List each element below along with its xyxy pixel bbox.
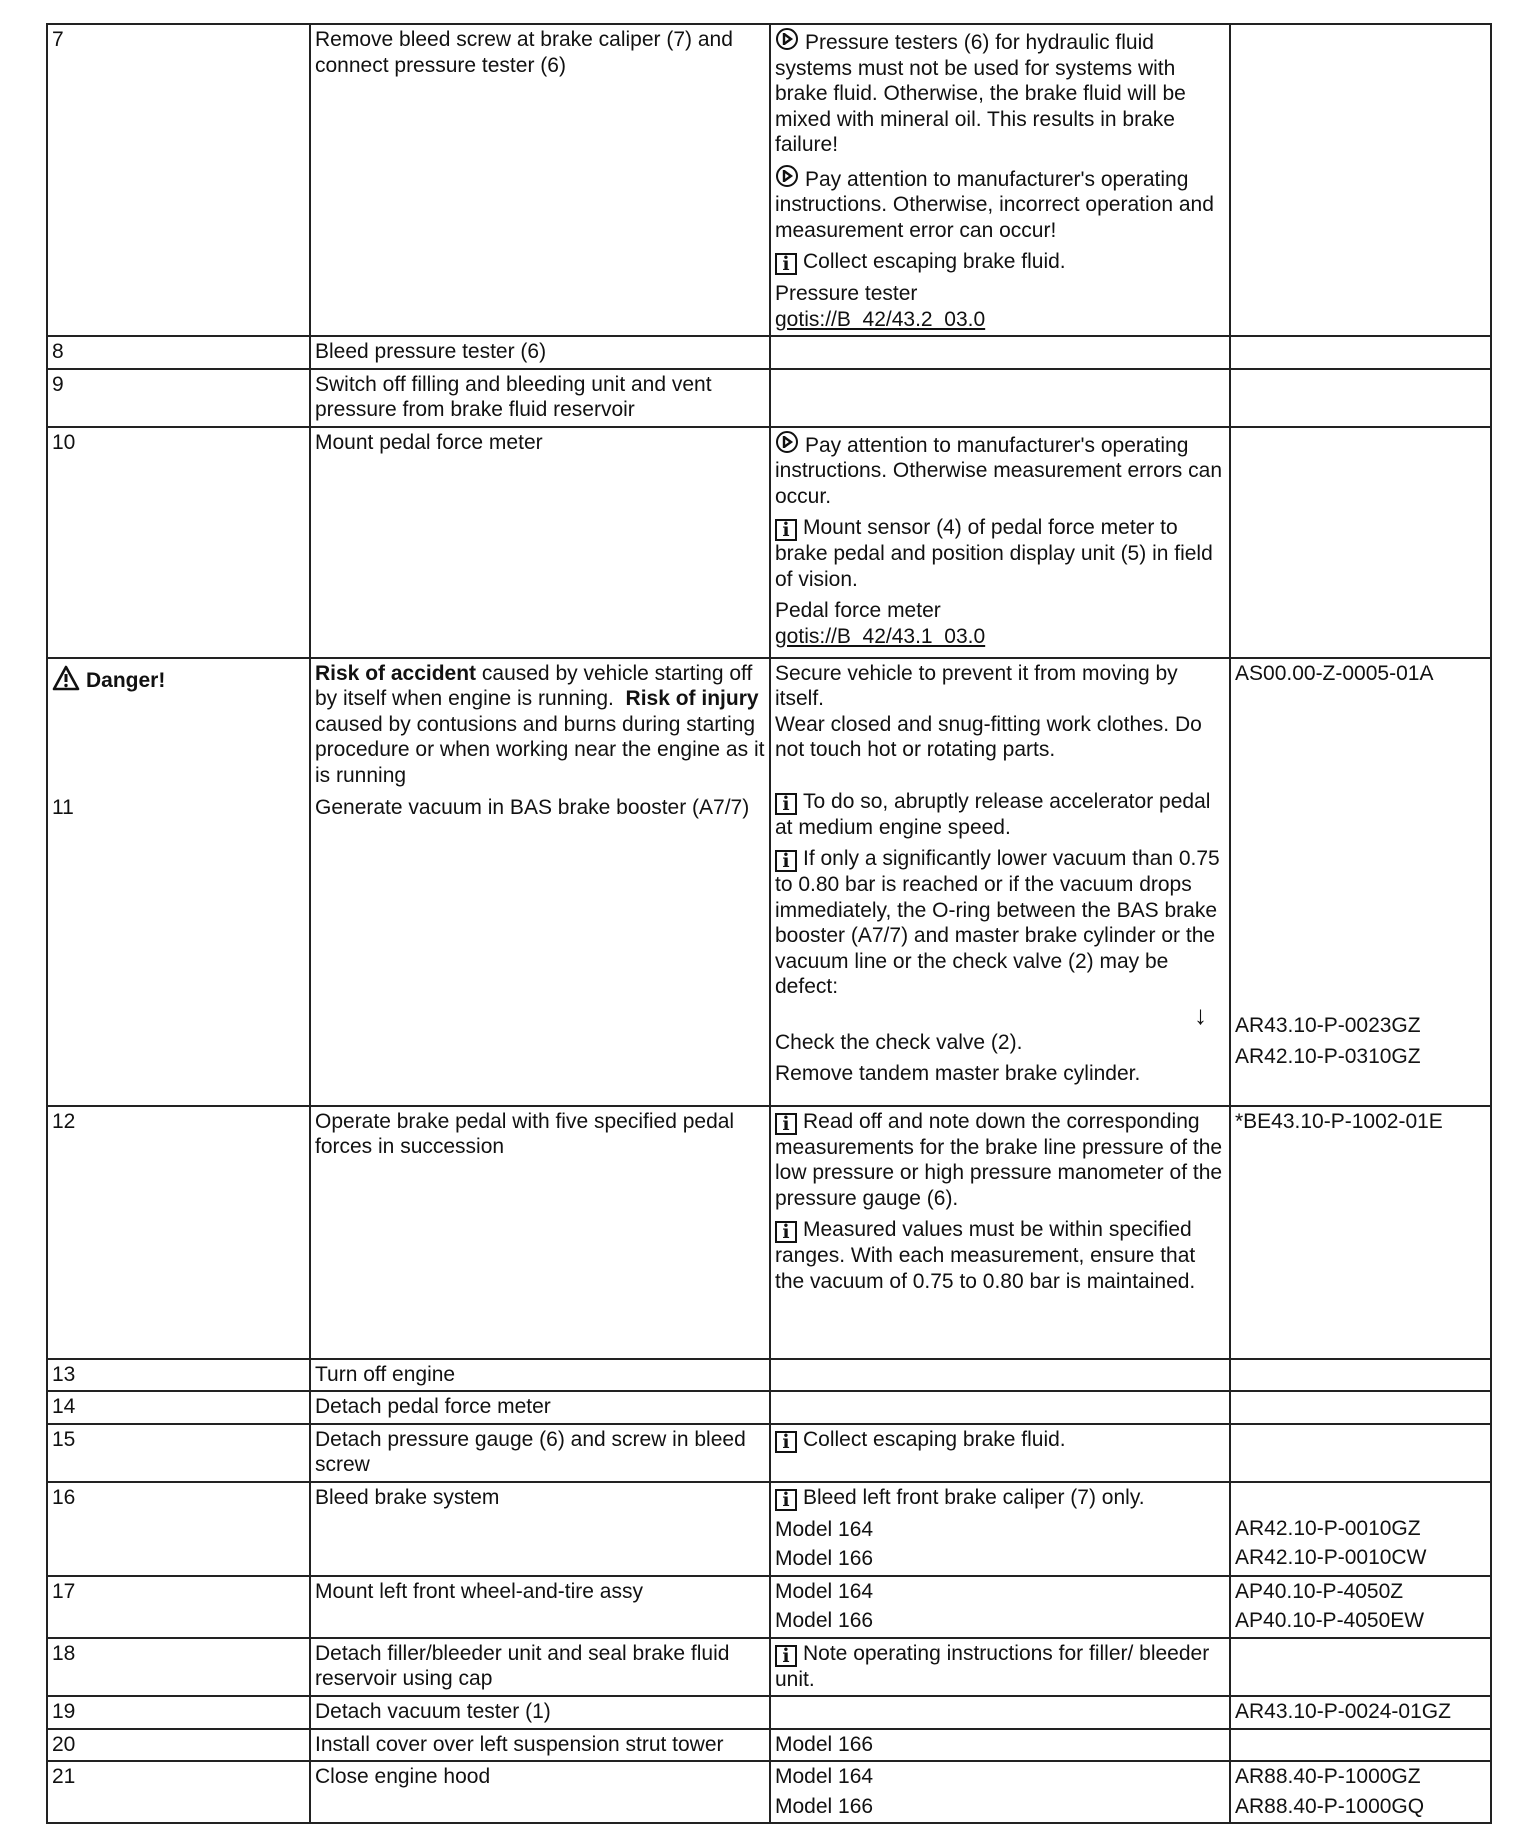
step-reference xyxy=(1230,427,1491,658)
step-number: 17 xyxy=(47,1576,310,1638)
step-reference xyxy=(1230,1761,1491,1823)
table-row xyxy=(47,1106,1491,1359)
danger-reference[interactable]: AS00.00-Z-0005-01A xyxy=(1235,661,1434,685)
reference-link[interactable]: AR43.10-P-0023GZ xyxy=(1235,1013,1421,1037)
step-action: Remove bleed screw at brake caliper (7) and connect pressure tester (6) xyxy=(310,24,770,336)
risk-accident-text: caused by vehicle starting off by itself when engine is running. xyxy=(315,661,753,710)
notice-icon xyxy=(775,430,799,454)
step-action: Mount pedal force meter xyxy=(310,427,770,658)
info-text: If only a significantly lower vacuum than 0.75 to 0.80 bar is reached or if the vacuum drops immediately, the O-ring between the BAS brake booster (A7/7) and master brake cylinder or the vacuum line or the check valve (2) may be defect: xyxy=(775,847,1220,998)
reference-link[interactable]: AR88.40-P-1000GQ xyxy=(1235,1794,1425,1818)
info-icon: i xyxy=(775,793,797,815)
info-text: To do so, abruptly release accelerator pedal at medium engine speed. xyxy=(775,789,1211,839)
info-text: Note operating instructions for filler/ bleeder unit. xyxy=(775,1641,1210,1691)
step-notes: Model 166 xyxy=(770,1729,1230,1762)
table-row xyxy=(47,1696,1491,1729)
info-text: Measured values must be within specified ranges. With each measurement, ensure that the vacuum of 0.75 to 0.80 bar is maintained. xyxy=(775,1218,1196,1293)
step-action: Detach pedal force meter xyxy=(310,1391,770,1424)
step-notes xyxy=(770,1576,1230,1638)
step-number xyxy=(47,658,310,1106)
step-notes xyxy=(770,1359,1230,1392)
reference-link[interactable]: AR42.10-P-0010GZ xyxy=(1235,1516,1421,1540)
step-number: 12 xyxy=(47,1106,310,1359)
model-166: Model 166 xyxy=(775,1794,874,1818)
step-notes xyxy=(770,1696,1230,1729)
step-action: Detach filler/bleeder unit and seal brake fluid reservoir using cap xyxy=(310,1638,770,1697)
info-text: Read off and note down the corresponding measurements for the brake line pressure of the low pressure or high pressure manometer of the pressure gauge (6). xyxy=(775,1109,1223,1210)
reference-link[interactable]: AP40.10-P-4050Z xyxy=(1235,1579,1404,1603)
info-icon: i xyxy=(775,1645,797,1667)
notice-text: Pressure testers (6) for hydraulic fluid systems must not be used for systems with brake fluid. Otherwise, the brake fluid will be mixed with mineral oil. This results in brake failure! xyxy=(775,31,1186,156)
step-notes xyxy=(770,658,1230,1106)
danger-label xyxy=(52,665,305,698)
step-reference xyxy=(1230,1391,1491,1424)
step-action-11: Generate vacuum in BAS brake booster (A7/7) xyxy=(315,795,750,819)
step-number: 16 xyxy=(47,1482,310,1576)
step-action: Turn off engine xyxy=(310,1359,770,1392)
model-164: Model 164 xyxy=(775,1765,874,1788)
table-row xyxy=(47,369,1491,427)
step-reference xyxy=(1230,1729,1491,1762)
tool-name: Pedal force meter xyxy=(775,599,941,622)
info-icon: i xyxy=(775,1113,797,1135)
step-reference[interactable]: AR43.10-P-0024-01GZ xyxy=(1230,1696,1491,1729)
step-action xyxy=(310,658,770,1106)
step-action: Mount left front wheel-and-tire assy xyxy=(310,1576,770,1638)
step-action: Close engine hood xyxy=(310,1761,770,1823)
step-number: 19 xyxy=(47,1696,310,1729)
table-row xyxy=(47,1424,1491,1482)
table-row xyxy=(47,658,1491,1106)
table-row xyxy=(47,1729,1491,1762)
step-number-11: 11 xyxy=(52,796,74,819)
step-number: 21 xyxy=(47,1761,310,1823)
risk-injury-label: Risk of injury xyxy=(625,687,759,710)
info-text: Bleed left front brake caliper (7) only. xyxy=(803,1485,1145,1509)
table-row xyxy=(47,1359,1491,1392)
model-164: Model 164 xyxy=(775,1517,874,1541)
risk-accident-label: Risk of accident xyxy=(315,661,477,685)
table-row xyxy=(47,1482,1491,1576)
step-reference xyxy=(1230,1424,1491,1482)
arrow-down-icon: ↓ xyxy=(1194,999,1207,1030)
step-reference xyxy=(1230,658,1491,1106)
table-row xyxy=(47,24,1491,336)
reference-link[interactable]: AR42.10-P-0310GZ xyxy=(1235,1045,1421,1068)
step-notes xyxy=(770,1482,1230,1576)
step-notes xyxy=(770,1761,1230,1823)
step-action: Switch off filling and bleeding unit and vent pressure from brake fluid reservoir xyxy=(310,369,770,427)
step-reference xyxy=(1230,369,1491,427)
info-icon: i xyxy=(775,253,797,275)
notice-icon xyxy=(775,27,799,51)
step-number: 7 xyxy=(47,24,310,336)
step-action: Detach pressure gauge (6) and screw in bleed screw xyxy=(310,1424,770,1482)
tool-link[interactable]: gotis://B_42/43.1_03.0 xyxy=(775,624,986,648)
step-reference[interactable]: *BE43.10-P-1002-01E xyxy=(1230,1106,1491,1359)
step-number: 14 xyxy=(47,1391,310,1424)
substep-remove-cylinder: Remove tandem master brake cylinder. xyxy=(775,1062,1141,1085)
step-notes xyxy=(770,24,1230,336)
model-166: Model 166 xyxy=(775,1609,874,1632)
step-number: 9 xyxy=(47,369,310,427)
model-166: Model 166 xyxy=(775,1547,874,1570)
reference-link[interactable]: AR42.10-P-0010CW xyxy=(1235,1546,1427,1569)
table-row xyxy=(47,1761,1491,1823)
info-icon: i xyxy=(775,1489,797,1511)
model-164: Model 164 xyxy=(775,1579,874,1603)
info-icon: i xyxy=(775,850,797,872)
reference-link[interactable]: AR88.40-P-1000GZ xyxy=(1235,1765,1421,1788)
step-notes xyxy=(770,1638,1230,1697)
step-action: Bleed pressure tester (6) xyxy=(310,336,770,369)
notice-text: Pay attention to manufacturer's operating instructions. Otherwise, incorrect operation and measurement error can occur! xyxy=(775,167,1214,242)
step-notes xyxy=(770,1106,1230,1359)
info-text: Collect escaping brake fluid. xyxy=(803,1427,1066,1451)
notice-text: Pay attention to manufacturer's operating instructions. Otherwise measurement errors can occur. xyxy=(775,433,1222,508)
step-action: Bleed brake system xyxy=(310,1482,770,1576)
step-notes xyxy=(770,1424,1230,1482)
step-reference xyxy=(1230,1638,1491,1697)
step-number: 10 xyxy=(47,427,310,658)
table-row xyxy=(47,1576,1491,1638)
notice-icon xyxy=(775,164,799,188)
procedure-table xyxy=(46,23,1492,1824)
reference-link[interactable]: AP40.10-P-4050EW xyxy=(1235,1609,1425,1632)
safety-measure-1: Secure vehicle to prevent it from moving by itself. xyxy=(775,661,1178,710)
danger-text: Danger! xyxy=(86,669,166,692)
step-notes xyxy=(770,1391,1230,1424)
step-reference xyxy=(1230,1482,1491,1576)
info-icon: i xyxy=(775,1221,797,1243)
step-notes xyxy=(770,369,1230,427)
step-number: 18 xyxy=(47,1638,310,1697)
info-icon: i xyxy=(775,519,797,541)
safety-measure-2: Wear closed and snug-fitting work clothes. Do not touch hot or rotating parts. xyxy=(775,712,1202,761)
step-reference xyxy=(1230,1576,1491,1638)
step-number: 8 xyxy=(47,336,310,369)
step-number: 15 xyxy=(47,1424,310,1482)
table-row xyxy=(47,1638,1491,1697)
tool-name: Pressure tester xyxy=(775,282,918,305)
step-notes xyxy=(770,336,1230,369)
info-text: Mount sensor (4) of pedal force meter to brake pedal and position display unit (5) in field of vision. xyxy=(775,516,1213,591)
step-reference xyxy=(1230,336,1491,369)
table-row xyxy=(47,427,1491,658)
info-icon: i xyxy=(775,1431,797,1453)
step-number: 20 xyxy=(47,1729,310,1762)
substep-check-valve: Check the check valve (2). xyxy=(775,1030,1023,1054)
step-reference xyxy=(1230,24,1491,336)
step-action: Install cover over left suspension strut tower xyxy=(310,1729,770,1762)
warning-icon xyxy=(52,665,80,698)
tool-link[interactable]: gotis://B_42/43.2_03.0 xyxy=(775,307,986,331)
step-action: Detach vacuum tester (1) xyxy=(310,1696,770,1729)
info-text: Collect escaping brake fluid. xyxy=(803,250,1066,273)
risk-injury-text: caused by contusions and burns during starting procedure or when working near the engine as it is running xyxy=(315,712,765,787)
table-row xyxy=(47,1391,1491,1424)
table-row xyxy=(47,336,1491,369)
step-number: 13 xyxy=(47,1359,310,1392)
step-notes xyxy=(770,427,1230,658)
step-action: Operate brake pedal with five specified pedal forces in succession xyxy=(310,1106,770,1359)
step-reference xyxy=(1230,1359,1491,1392)
